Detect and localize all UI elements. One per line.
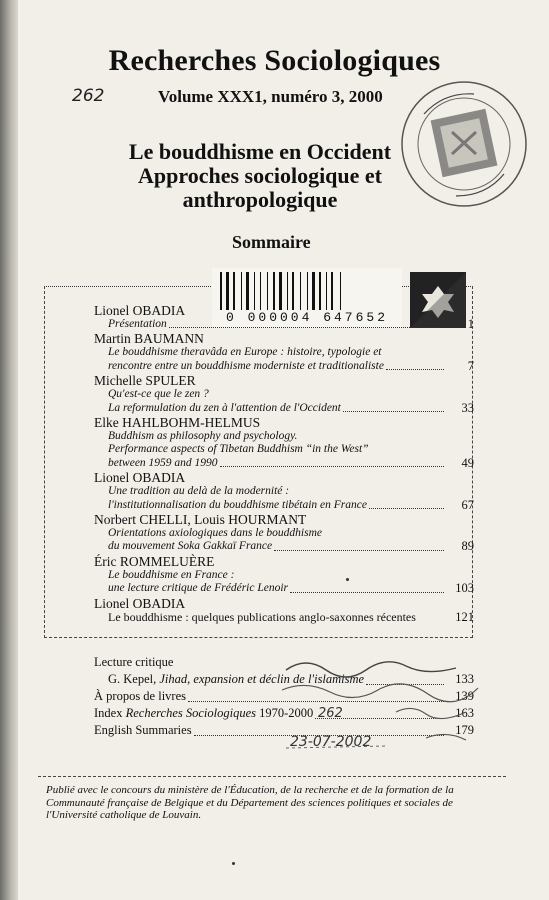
entry-title-line <box>94 388 474 401</box>
contents-entry <box>94 331 474 373</box>
library-stamp-icon <box>394 74 534 214</box>
entry-title-line <box>94 346 474 359</box>
entry-title-text: rencontre entre un bouddhisme moderniste et traditionaliste <box>108 359 384 372</box>
handwritten-note-number: 262 <box>318 706 343 721</box>
entry-author: Lionel OBADIA <box>94 595 186 611</box>
entry-author: Michelle SPULER <box>94 373 196 389</box>
entry-title-text: Buddhism as philosophy and psychology. <box>108 430 298 443</box>
entry-title-text: La reformulation du zen à l'attention de l'Occident <box>108 401 341 414</box>
arabic-handwriting-icon <box>276 640 496 760</box>
entry-title-text: Le bouddhisme theravâda en Europe : histoire, typologie et <box>108 346 382 359</box>
contents-entry <box>94 596 474 624</box>
entry-title-text: Une tradition au delà de la modernité : <box>108 485 290 498</box>
entry-title-text: between 1959 and 1990 <box>108 456 218 469</box>
kepel-title: Jihad <box>159 672 188 686</box>
handwritten-note-date: 23-07-2002 <box>290 734 372 750</box>
sommaire-heading: Sommaire <box>232 232 311 252</box>
entry-author: Éric ROMMELUÈRE <box>94 553 215 569</box>
index-title: Recherches Sociologiques <box>125 706 256 720</box>
entry-page: 7 <box>467 358 474 373</box>
entry-author: Lionel OBADIA <box>94 470 186 486</box>
apropos-label: À propos de livres <box>94 689 186 703</box>
entry-title-line <box>94 569 474 582</box>
book-spine-shadow <box>0 0 18 900</box>
entry-page: 121 <box>455 609 474 624</box>
speck <box>232 862 235 865</box>
entry-title-text: l'institutionnalisation du bouddhisme tibétain en France <box>108 498 367 511</box>
entry-title-text: Le bouddhisme : quelques publications anglo-saxonnes récentes <box>108 609 416 624</box>
theme-line-1: Le bouddhisme en Occident <box>128 139 392 164</box>
entry-title-line <box>94 485 474 498</box>
kepel-author: G. Kepel, <box>108 672 160 686</box>
entry-author: Norbert CHELLI, Louis HOURMANT <box>94 512 307 528</box>
theme-line-2: Approches sociologique et <box>137 163 383 188</box>
entry-title-text: Le bouddhisme en France : <box>108 568 235 581</box>
entry-title-line <box>94 318 474 331</box>
entry-title-line <box>94 457 474 470</box>
contents-entry <box>94 470 474 512</box>
entry-title-text: du mouvement Soka Gakkaï France <box>108 540 273 553</box>
entry-title-text: Qu'est-ce que le zen ? <box>108 388 209 401</box>
entry-page: 49 <box>461 455 474 470</box>
entry-page: 103 <box>455 581 474 596</box>
entry-title-line <box>94 582 474 595</box>
summaries-label: English Summaries <box>94 723 192 737</box>
contents-entry <box>94 554 474 596</box>
entry-page: 89 <box>461 539 474 554</box>
volume-line: Volume XXX1, numéro 3, 2000 <box>158 87 383 106</box>
entry-title-text: Orientations axiologiques dans le bouddhisme <box>108 527 323 540</box>
contents-entry <box>94 373 474 415</box>
entry-title-line <box>94 540 474 553</box>
entry-page: 67 <box>461 497 474 512</box>
journal-title: Recherches Sociologiques <box>108 44 441 77</box>
contents-entry <box>94 303 474 331</box>
entry-title-line <box>94 499 474 512</box>
entry-title-line <box>94 527 474 540</box>
theme-title <box>110 140 410 212</box>
entry-title-line <box>94 443 474 456</box>
contents-list <box>94 303 474 624</box>
barcode-digits: 0 000004 647652 <box>225 310 389 325</box>
apropos-page: 139 <box>455 689 474 703</box>
entry-author: Elke HAHLBOHM-HELMUS <box>94 415 261 431</box>
entry-title-line <box>94 430 474 443</box>
entry-title-text: Présentation <box>108 318 167 330</box>
entry-page: 33 <box>461 400 474 415</box>
entry-title-line <box>94 611 474 624</box>
entry-title-text: une lecture critique de Frédéric Lenoir <box>108 582 289 595</box>
entry-author: Martin BAUMANN <box>94 331 204 347</box>
theme-line-3: anthropologique <box>182 187 338 212</box>
handwritten-number: 262 <box>72 86 105 106</box>
footer-divider <box>38 776 506 778</box>
contents-entry <box>94 415 474 470</box>
index-years: 1970-2000 <box>256 706 314 720</box>
lecture-critique-item: G. Kepel, Jihad, expansion et déclin de l'islamisme 133 <box>108 672 474 686</box>
index-prefix: Index <box>94 706 126 720</box>
entry-author: Lionel OBADIA <box>94 303 186 318</box>
lecture-critique-heading: Lecture critique <box>94 655 174 669</box>
footer-note: Publié avec le concours du ministère de l'Éducation, de la recherche et de la formation de la Communauté française de Belgique et du Département des sciences politiques et sociales de l'Université catholique de Louvain. <box>46 784 454 821</box>
summaries-page: 179 <box>455 723 474 737</box>
lecture-page: 133 <box>455 672 474 686</box>
entry-title-line <box>94 402 474 415</box>
entry-title-text: Performance aspects of Tibetan Buddhism “in the West” <box>108 443 369 456</box>
index-page: 163 <box>455 706 474 720</box>
entry-title-line <box>94 360 474 373</box>
speck <box>346 578 349 581</box>
contents-entry <box>94 512 474 554</box>
entry-page: 1 <box>467 317 474 331</box>
